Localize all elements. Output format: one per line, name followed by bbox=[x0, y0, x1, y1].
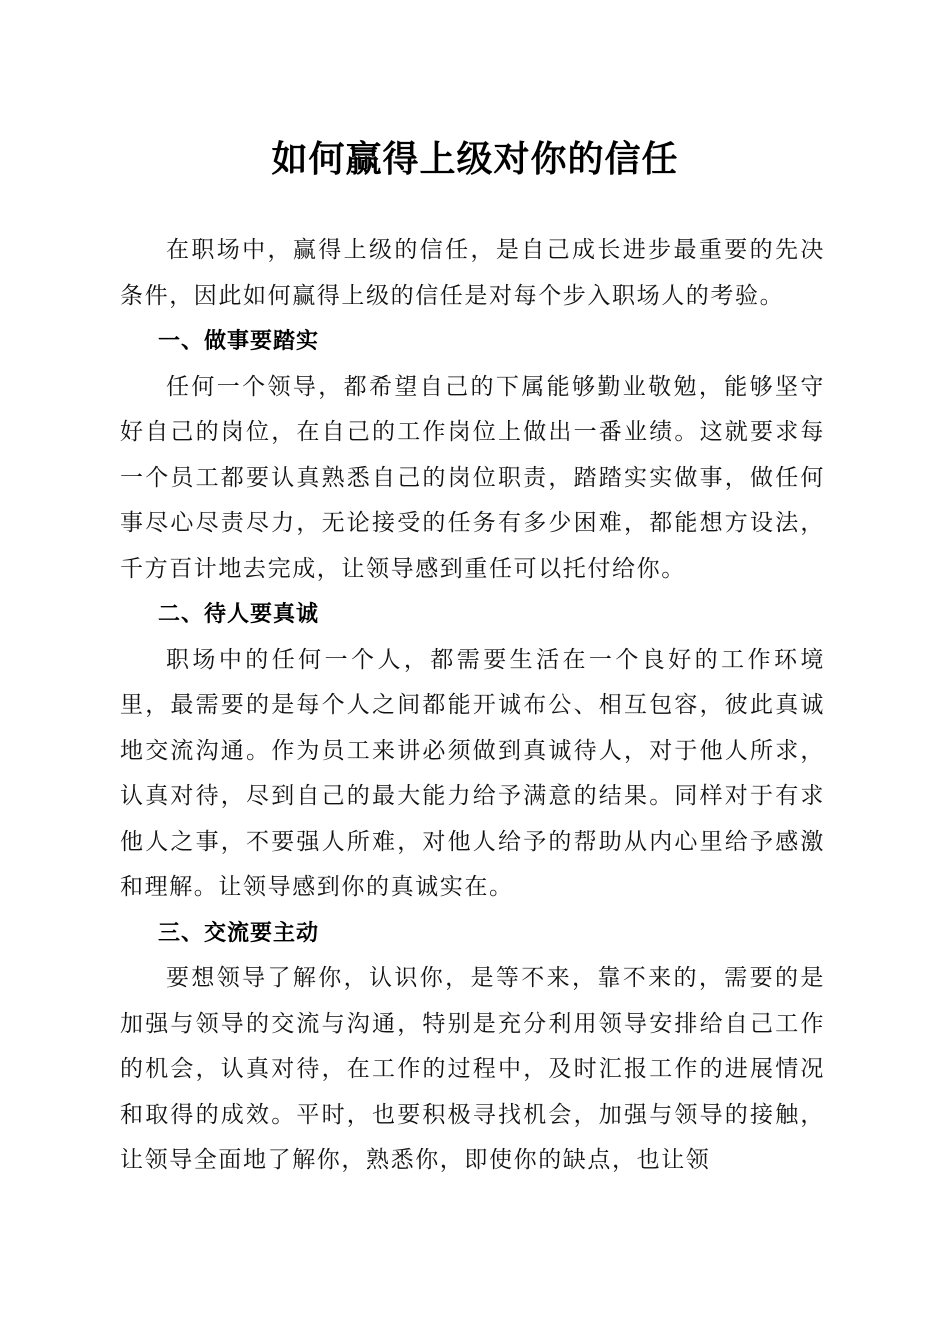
section-paragraph: 任何一个领导，都希望自己的下属能够勤业敬勉，能够坚守好自己的岗位，在自己的工作岗位上做出一番业绩。这就要求每一个员工都要认真熟悉自己的岗位职责，踏踏实实做事，做任何事尽心尽责尽力，无论接受的任务有多少困难，都能想方设法，千方百计地去完成，让领导感到重任可以托付给你。 bbox=[120, 373, 825, 582]
section-paragraph: 职场中的任何一个人，都需要生活在一个良好的工作环境里，最需要的是每个人之间都能开诚布公、相互包容，彼此真诚地交流沟通。作为员工来讲必须做到真诚待人，对于他人所求，认真对待，尽到自己的最大能力给予满意的结果。同样对于有求他人之事，不要强人所难，对他人给予的帮助从内心里给予感激和理解。让领导感到你的真诚实在。 bbox=[120, 646, 825, 900]
document-body bbox=[120, 228, 825, 1184]
document-title: 如何赢得上级对你的信任 bbox=[271, 138, 679, 180]
section-heading: 二、待人要真诚 bbox=[158, 602, 320, 627]
section-heading: 一、做事要踏实 bbox=[158, 329, 320, 354]
intro-paragraph: 在职场中，赢得上级的信任，是自己成长进步最重要的先决条件，因此如何赢得上级的信任是对每个步入职场人的考验。 bbox=[120, 237, 825, 309]
section-heading: 三、交流要主动 bbox=[158, 920, 320, 946]
section-paragraph: 要想领导了解你，认识你，是等不来，靠不来的，需要的是加强与领导的交流与沟通，特别是充分利用领导安排给自己工作的机会，认真对待，在工作的过程中，及时汇报工作的进展情况和取得的成效。平时，也要积极寻找机会，加强与领导的接触，让领导全面地了解你，熟悉你，即使你的缺点，也让领 bbox=[120, 965, 825, 1173]
